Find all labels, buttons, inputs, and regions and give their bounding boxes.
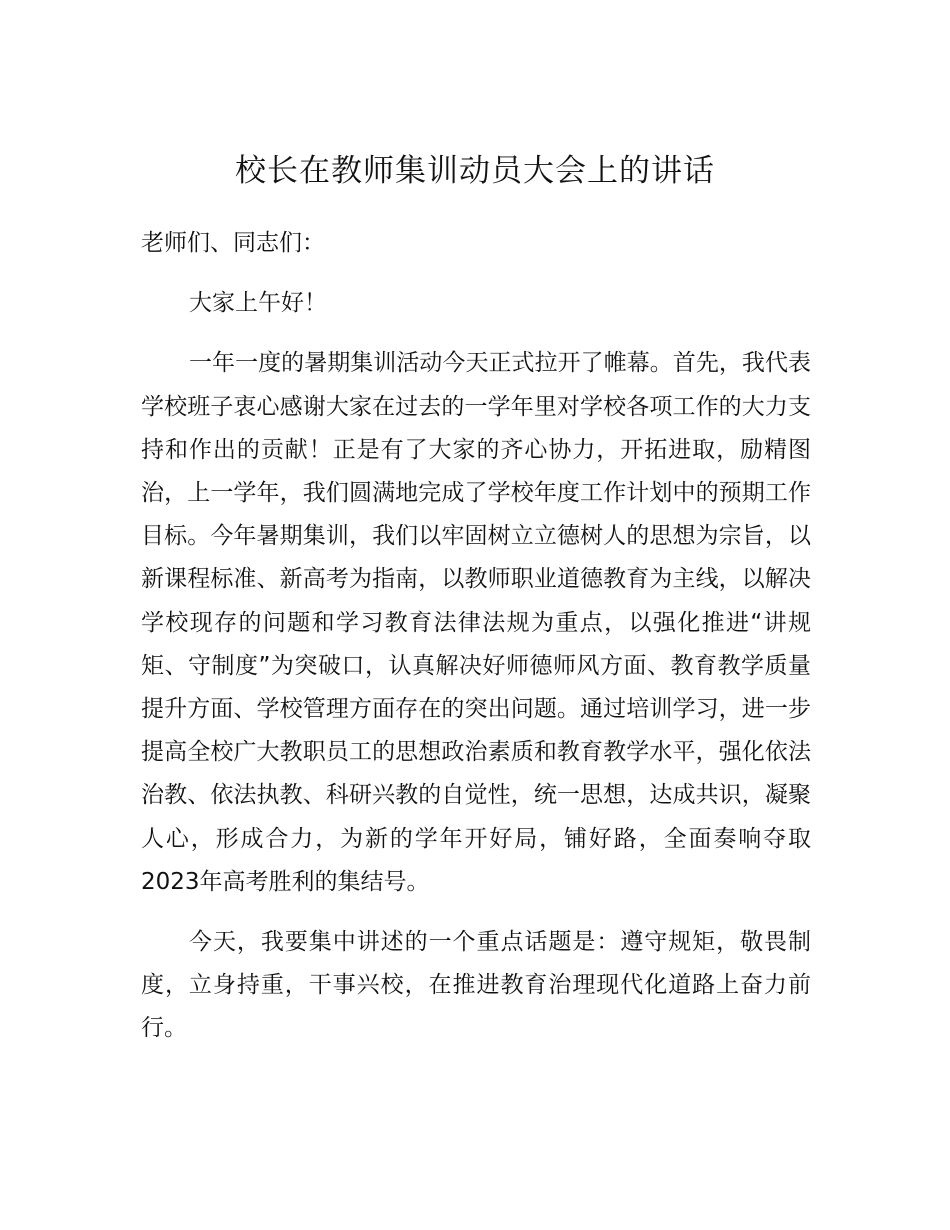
paragraph: 今天，我要集中讲述的一个重点话题是：遵守规矩，敬畏制度，立身持重，干事兴校，在推进教育治理现代化道路上奋力前行。: [141, 929, 811, 1042]
paragraph: 一年一度的暑期集训活动今天正式拉开了帷幕。首先，我代表学校班子衷心感谢大家在过去的一学年里对学校各项工作的大力支持和作出的贡献！正是有了大家的齐心协力，开拓进取，励精图治，上一学年，我们圆满地完成了学校年度工作计划中的预期工作目标。今年暑期集训，我们以牢固树立立德树人的思想为宗旨，以新课程标准、新高考为指南，以教师职业道德教育为主线，以解决学校现存的问题和学习教育法律法规为重点，以强化推进“讲规矩、守制度”为突破口，认真解决好师德师风方面、教育教学质量提升方面、学校管理方面存在的突出问题。通过培训学习，进一步提高全校广大教职员工的思想政治素质和教育教学水平，强化依法治教、依法执教、科研兴教的自觉性，统一思想，达成共识，凝聚人心，形成合力，为新的学年开好局，铺好路，全面奏响夺取2023年高考胜利的集结号。: [141, 350, 811, 895]
document-title: 校长在教师集训动员大会上的讲话: [235, 153, 715, 189]
greeting: 大家上午好！: [189, 290, 327, 317]
salutation: 老师们、同志们：: [141, 230, 325, 256]
document-body: [141, 222, 811, 1051]
